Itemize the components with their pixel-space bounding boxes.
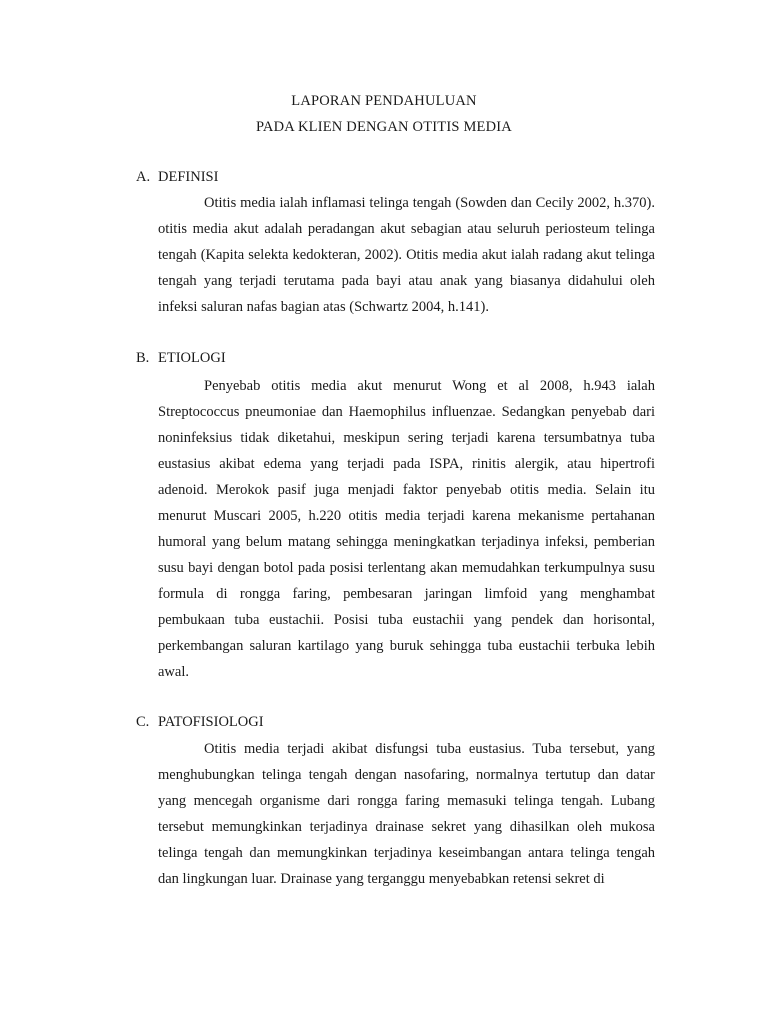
document-title [0, 88, 768, 140]
section-heading-text: DEFINISI [158, 169, 219, 185]
section-body-patofisiologi: Otitis media terjadi akibat disfungsi tuba eustasius. Tuba tersebut, yang menghubungkan telinga tengah dengan nasofaring, normalnya tertutup dan datar yang mencegah organisme dari rongga faring memasuki telinga tengah. Lubang tersebut memungkinkan terjadinya drainase sekret yang dihasilkan oleh mukosa telinga tengah dan memungkinkan terjadinya keseimbangan antara telinga tengah dan lingkungan luar. Drainase yang terganggu menyebabkan retensi sekret di [158, 741, 655, 887]
section-letter: C. [136, 714, 150, 730]
section-heading-etiologi [136, 347, 226, 369]
title-line-1: LAPORAN PENDAHULUAN [291, 93, 477, 109]
section-heading-text: PATOFISIOLOGI [158, 714, 264, 730]
section-body-definisi: Otitis media ialah inflamasi telinga tengah (Sowden dan Cecily 2002, h.370). otitis media akut adalah peradangan akut sebagian atau seluruh periosteum telinga tengah (Kapita selekta kedokteran, 2002). Otitis media akut ialah radang akut telinga tengah yang terjadi terutama pada bayi atau anak yang biasanya didahului oleh infeksi saluran nafas bagian atas (Schwartz 2004, h.141). [158, 195, 655, 315]
title-line-2: PADA KLIEN DENGAN OTITIS MEDIA [256, 119, 512, 135]
section-heading-text: ETIOLOGI [158, 350, 226, 366]
section-heading-patofisiologi [136, 711, 264, 733]
section-heading-definisi [136, 166, 218, 188]
section-letter: B. [136, 350, 150, 366]
section-body-etiologi: Penyebab otitis media akut menurut Wong et al 2008, h.943 ialah Streptococcus pneumoniae dan Haemophilus influenzae. Sedangkan penyebab dari noninfeksius tidak diketahui, meskipun sering terjadi karena tersumbatnya tuba eustasius akibat edema yang terjadi pada ISPA, rinitis alergik, atau hipertrofi adenoid. Merokok pasif juga menjadi faktor penyebab otitis media. Selain itu menurut Muscari 2005, h.220 otitis media terjadi karena mekanisme pertahanan humoral yang belum matang sehingga meningkatkan terjadinya infeksi, pemberian susu bayi dengan botol pada posisi terlentang akan memudahkan terkumpulnya susu formula di rongga faring, pembesaran jaringan limfoid yang menghambat pembukaan tuba eustachii. Posisi tuba eustachii yang pendek dan horisontal, perkembangan saluran kartilago yang buruk sehingga tuba eustachii terbuka lebih awal. [158, 378, 655, 680]
section-letter: A. [136, 169, 151, 185]
